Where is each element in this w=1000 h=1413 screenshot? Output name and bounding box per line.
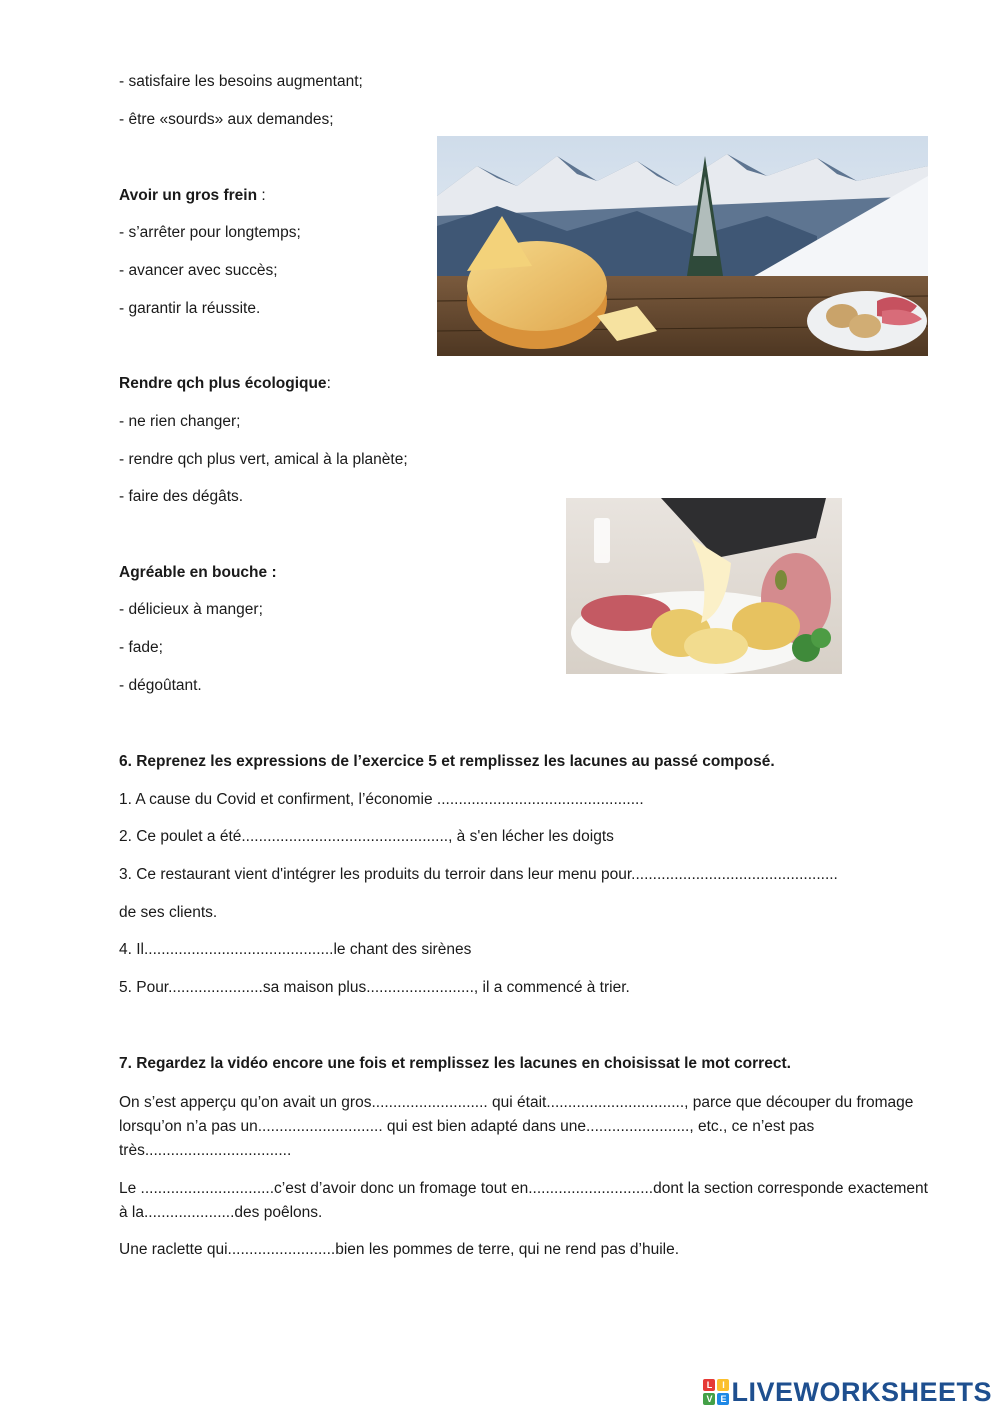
section-heading xyxy=(119,374,331,394)
exercise-paragraph: On s’est apperçu qu’on avait un gros........................... qui était................................, parce que découper du fromage lorsqu’on n’a pas un............................. qui est bien adapté dans une........................, etc., ce n’est pas très.................................. xyxy=(119,1094,914,1159)
option-item: - s’arrêter pour longtemps; xyxy=(119,224,301,241)
option-item: - délicieux à manger; xyxy=(119,601,263,618)
logo-mark xyxy=(703,1379,729,1405)
heading-suffix: : xyxy=(257,187,266,204)
option-item: - fade; xyxy=(119,639,163,656)
cheese-mountain-illustration xyxy=(437,136,928,356)
heading-text: Rendre qch plus écologique xyxy=(119,375,327,392)
raclette-illustration xyxy=(566,498,842,674)
logo-letter-e: E xyxy=(717,1393,729,1405)
logo-letter-l: L xyxy=(703,1379,715,1391)
option-item: - faire des dégâts. xyxy=(119,488,244,505)
exercise-line: 2. Ce poulet a été................................................, à s'en lécher les doigts xyxy=(119,828,614,845)
option-item: - ne rien changer; xyxy=(119,413,241,430)
exercise-line: 4. Il............................................le chant des sirènes xyxy=(119,941,472,958)
option-item: - avancer avec succès; xyxy=(119,262,278,279)
exercise-paragraph: Une raclette qui.........................bien les pommes de terre, qui ne rend pas d’huile. xyxy=(119,1241,680,1258)
option-item: - garantir la réussite. xyxy=(119,300,261,317)
exercise-line: de ses clients. xyxy=(119,904,218,921)
logo-letter-v: V xyxy=(703,1393,715,1405)
option-item: - satisfaire les besoins augmentant; xyxy=(119,73,363,90)
option-item: - être «sourds» aux demandes; xyxy=(119,111,334,128)
heading-suffix: : xyxy=(326,375,331,392)
heading-text: Avoir un gros frein xyxy=(119,187,258,204)
exercise-line: 3. Ce restaurant vient d'intégrer les produits du terroir dans leur menu pour................................................ xyxy=(119,866,838,883)
exercise-title: 6. Reprenez les expressions de l’exercice 5 et remplissez les lacunes au passé composé. xyxy=(119,753,775,770)
cheese-mountain-photo xyxy=(437,136,928,356)
section-heading xyxy=(119,186,266,206)
option-item: - rendre qch plus vert, amical à la planète; xyxy=(119,451,408,468)
exercise-paragraph: Le ...............................c’est d’avoir donc un fromage tout en.............................dont la section corresponde exactement à la.....................des poêlons. xyxy=(119,1180,928,1221)
exercise-title: 7. Regardez la vidéo encore une fois et remplissez les lacunes en choisissat le mot correct. xyxy=(119,1055,791,1072)
liveworksheets-logo xyxy=(703,1377,992,1407)
raclette-photo xyxy=(566,498,842,674)
logo-letter-i: I xyxy=(717,1379,729,1391)
exercise-line: 1. A cause du Covid et confirment, l’économie ................................................ xyxy=(119,791,644,808)
section-heading: Agréable en bouche : xyxy=(119,564,277,581)
exercise-line: 5. Pour......................sa maison plus........................., il a commencé à trier. xyxy=(119,979,630,996)
option-item: - dégoûtant. xyxy=(119,677,202,694)
logo-text: LIVEWORKSHEETS xyxy=(731,1376,992,1407)
